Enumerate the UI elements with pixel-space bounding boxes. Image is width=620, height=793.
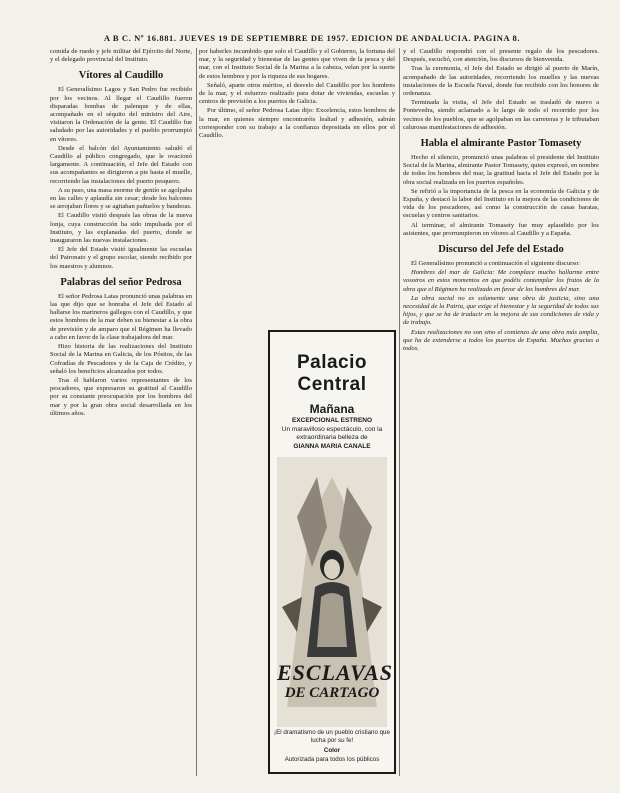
ad-foot-color: Color [323,746,341,754]
cinema-advertisement [268,330,396,774]
col1-para: A su paso, una masa enorme de gentío se agolpaba en las calles y aplaudía sin cesar; desde los balcones se arrojaban flores y se agitaban pañuelos y banderas. [50,186,192,211]
col3-para: La obra social no es solamente una obra de justicia, sino una necesidad de la Patria, que exige el bienestar y la seguridad de todos sus hijos, y que se ha de traducir en la mejora de sus condiciones de vida y de trabajo. [403,294,599,327]
heading-discurso: Discurso del Jefe del Estado [438,244,564,256]
col1-para: El Caudillo visitó después las obras de la nueva lonja, cuya construcción ha sido impulsada por el Instituto, y las explanadas del puerto, donde se inauguraron las nuevas instalaciones. [50,212,192,245]
ad-foot-tagline: ¡El dramatismo de un pueblo cristiano que lucha por su fe! [274,729,390,744]
col3-para: Hombres del mar de Galicia: Me complace mucho hallarme entre vosotros en estos momentos en que podéis contemplar los frutos de la obra que el Régimen ha realizado en favor de los hombres del mar. [403,269,599,293]
col3-para: Hecho el silencio, pronunció unas palabras el presidente del Instituto Social de la Marina, almirante Pastor Tomasety, quien expresó, en nombre de todos los hombres del mar, la gratitud hacia el Jefe del Estado por la obra social realizada en los puertos españoles. [403,154,599,186]
col2-para: Señaló, aparte otros méritos, el desvelo del Caudillo por los hombres de la mar, y el esfuerzo realizado para dotar de viviendas, escuelas y centros de previsión a los puertos de Galicia. [199,81,395,106]
ad-day: Mañana [309,402,355,416]
col1-para: Desde el balcón del Ayuntamiento saludó el Caudillo al público congregado, que le ovacionó largamente. A continuación, el Jefe del Estado con sus acompañantes se dirigieron a pie hasta el muelle, recorriendo las instalaciones del puerto pesquero. [50,144,192,185]
page-header: A B C. Nº 16.881. JUEVES 19 DE SEPTIEMBRE DE 1957. EDICION DE ANDALUCIA. PAGINA 8. [103,33,521,43]
col2-para: por haberles incumbido que solo el Caudillo y el Gobierno, la fortuna del mar, y la seguridad y bienestar de las gentes que viven de la pesca y del mar, con el Instituto Social de la Marina a la cabeza, velan por la suerte de estos hombres y por la riqueza de sus hogares. [199,48,395,80]
col3-intro: y el Caudillo respondió con el presente regalo de los pescadores. Después, escuchó, con atención, los discursos de bienvenida. [403,48,599,64]
ad-foot-rating: Autorizada para todos los públicos [284,756,380,764]
ad-premiere: EXCEPCIONAL ESTRENO [291,417,373,424]
col1-intro: comida de ruedo y jefe militar del Ejército del Norte, y el delegado provincial del Instituto. [50,48,192,64]
heading-almirante: Habla el almirante Pastor Tomasety [420,138,582,150]
col1-para: El Jefe del Estado visitó igualmente las escuelas del Patronato y el grupo escolar, siendo recibido por los maestros y alumnos. [50,246,192,270]
col3-para: Se refirió a la importancia de la pesca en la economía de Galicia y de España, y destacó la labor del Instituto en la mejora de las condiciones de vida de los pescadores, así como la construcción de casas baratas, escuelas y centros sanitarios. [403,187,599,220]
col1-para: El señor Pedrosa Latas pronunció unas palabras en las que dijo que se honraba el Jefe del Estado al hallarse los marineros gallegos con el Caudillo, y que estos hombres de la mar deben su bienestar a la obra de previsión y de amparo que el Régimen ha llevado a cabo en favor de la clase trabajadora del mar. [50,292,192,341]
col3-para: Al terminar, el almirante Tomasety fue muy aplaudido por los asistentes, que prorrumpieron en vítores al Caudillo y a España. [403,221,599,237]
ad-film-title-1: ESCLAVAS [277,660,394,685]
heading-palabras: Palabras del señor Pedrosa [60,276,182,288]
ad-film-title-2: DE CARTAGO [284,685,380,701]
poster-illustration [277,457,394,727]
ad-title: Palacio Central [296,352,368,395]
column-3 [403,48,599,778]
column-1 [50,48,192,778]
col3-para: Terminada la visita, el Jefe del Estado se trasladó de nuevo a Pontevedra, siendo aclamado a lo largo de todo el recorrido por los vecinos de los pueblos, que se agolpaban en las carreteras y le tributaban calurosas manifestaciones de adhesión. [403,99,599,131]
col3-para: Estas realizaciones no son sino el comienzo de una obra más amplia, que ha de extenderse a todos los puertos de España. Muchas gracias a todos. [403,328,599,353]
col3-para: El Generalísimo pronunció a continuación el siguiente discurso: [411,260,581,268]
heading-vitores: Vítores al Caudillo [78,70,164,82]
col2-para: Por último, el señor Pedrosa Latas dijo: Excelencia, estos hombres de la mar, en quienes siempre encontraréis lealtad y adhesión, sabrán corresponder con su trabajo a la confianza depositada en ellos por el Caudillo. [199,107,395,140]
ad-star: GIANNA MARIA CANALE [293,443,371,450]
ad-tagline: Un maravilloso espectáculo, con la extraordinaria belleza de [281,426,383,441]
col1-para: Hizo historia de las realizaciones del Instituto Social de la Marina en Galicia, de los Pósitos, de las Cofradías de Pescadores y de la Caja de Crédito, y señaló los beneficios alcanzados por todos. [50,343,192,375]
column-rule-2 [399,48,400,776]
column-rule-1 [196,48,197,776]
col3-para: Tras la ceremonia, el Jefe del Estado se dirigió al puerto de Marín, acompañado de las autoridades, recorriendo los muelles y las nuevas instalaciones de la Escuela Naval, donde fue recibido con los honores de ordenanza. [403,65,599,98]
col1-para: El Generalísimo Lagos y San Pedro fue recibido por los vecinos. Al llegar el Caudillo fueron disparadas bombas de palenque y de ellas, acompañado en el séquito del ministro del Aire, visitaron la Ordenación de la gente. El Caudillo fue saludado por las autoridades y el pueblo prorrumpió en vítores. [50,86,192,143]
col1-para: Tras él hablaron varios representantes de los pescadores, que expresaron su gratitud al Caudillo por su constante preocupación por los hombres del mar y por la gran obra social desarrollada en los últimos años. [50,376,192,417]
column-2 [199,48,395,324]
